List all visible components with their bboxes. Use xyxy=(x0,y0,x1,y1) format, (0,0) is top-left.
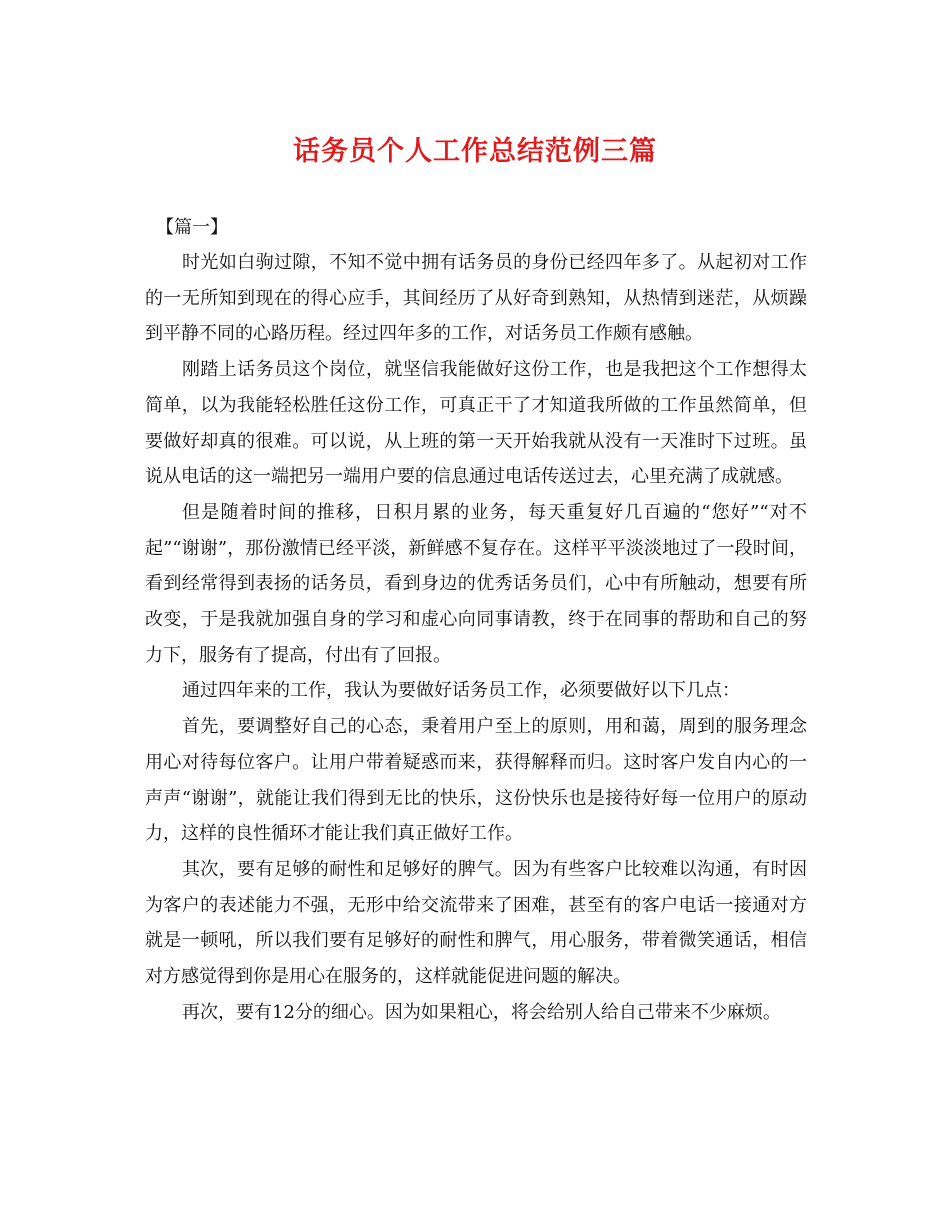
paragraph-1: 时光如白驹过隙，不知不觉中拥有话务员的身份已经四年多了。从起初对工作的一无所知到现在的得心应手，其间经历了从好奇到熟知，从热情到迷茫，从烦躁到平静不同的心路历程。经过四年多的工作，对话务员工作颇有感触。 xyxy=(145,252,807,345)
section-label: 【篇一】 xyxy=(156,217,228,238)
paragraph-7: 再次，要有12分的细心。因为如果粗心，将会给别人给自己带来不少麻烦。 xyxy=(182,1001,781,1023)
document-title: 话务员个人工作总结范例三篇 xyxy=(293,136,657,167)
paragraph-5: 首先，要调整好自己的心态，秉着用户至上的原则，用和蔼，周到的服务理念用心对待每位客户。让用户带着疑惑而来，获得解释而归。这时客户发自内心的一声声“谢谢”，就能让我们得到无比的快乐，这份快乐也是接待好每一位用户的原动力，这样的良性循环才能让我们真正做好工作。 xyxy=(145,716,807,845)
paragraph-6: 其次，要有足够的耐性和足够好的脾气。因为有些客户比较难以沟通，有时因为客户的表述能力不强，无形中给交流带来了困难，甚至有的客户电话一接通对方就是一顿吼，所以我们要有足够好的耐性和脾气，用心服务，带着微笑通话，相信对方感觉得到你是用心在服务的，这样就能促进问题的解决。 xyxy=(145,858,807,988)
paragraph-3: 但是随着时间的推移，日积月累的业务，每天重复好几百遍的“您好”“对不起”“谢谢”，那份激情已经平淡，新鲜感不复存在。这样平平淡淡地过了一段时间，看到经常得到表扬的话务员，看到身边的优秀话务员们，心中有所触动，想要有所改变，于是我就加强自身的学习和虚心向同事请教，终于在同事的帮助和自己的努力下，服务有了提高，付出有了回报。 xyxy=(145,501,807,666)
paragraph-4: 通过四年来的工作，我认为要做好话务员工作，必须要做好以下几点： xyxy=(182,680,740,702)
paragraph-2: 刚踏上话务员这个岗位，就坚信我能做好这份工作，也是我把这个工作想得太简单，以为我能轻松胜任这份工作，可真正干了才知道我所做的工作虽然简单，但要做好却真的很难。可以说，从上班的第一天开始我就从没有一天准时下过班。虽说从电话的这一端把另一端用户要的信息通过电话传送过去，心里充满了成就感。 xyxy=(145,359,807,488)
document-body xyxy=(145,211,807,1030)
